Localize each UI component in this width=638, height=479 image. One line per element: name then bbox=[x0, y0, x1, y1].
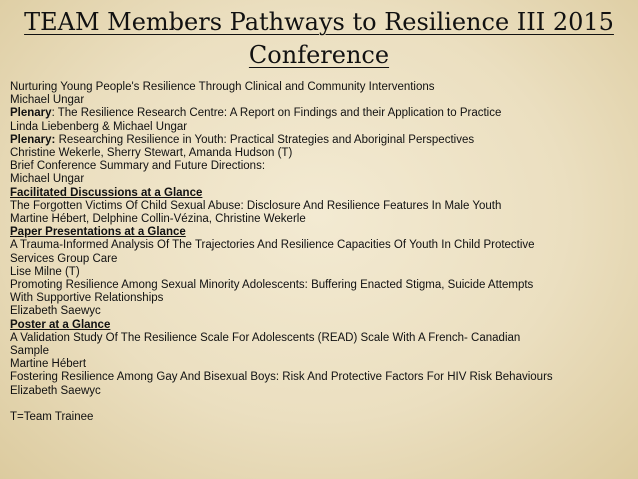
session-title-continued: With Supportive Relationships bbox=[10, 292, 164, 305]
presenter: Christine Wekerle, Sherry Stewart, Amanda Hudson (T) bbox=[10, 147, 293, 160]
plenary-session bbox=[10, 107, 630, 120]
section-heading-facilitated-discussions: Facilitated Discussions at a Glance bbox=[10, 186, 203, 199]
slide-title-line-2: Conference bbox=[248, 41, 390, 69]
section-heading-poster: Poster at a Glance bbox=[10, 318, 111, 331]
plenary-label: Plenary: bbox=[10, 133, 56, 146]
presenter: Martine Hébert, Delphine Collin-Vézina, Christine Wekerle bbox=[10, 213, 306, 226]
presenter: Elizabeth Saewyc bbox=[10, 305, 101, 318]
presenter: Linda Liebenberg & Michael Ungar bbox=[10, 120, 188, 133]
presenter: Martine Hébert bbox=[10, 358, 87, 371]
slide-title-line-1: TEAM Members Pathways to Resilience III 2015 bbox=[24, 8, 614, 36]
section-heading-paper-presentations: Paper Presentations at a Glance bbox=[10, 226, 186, 239]
session-title: Promoting Resilience Among Sexual Minority Adolescents: Buffering Enacted Stigma, Suicide Attempts bbox=[10, 279, 534, 292]
session-title: A Trauma-Informed Analysis Of The Trajectories And Resilience Capacities Of Youth In Child Protective bbox=[10, 239, 535, 252]
session-title: The Forgotten Victims Of Child Sexual Abuse: Disclosure And Resilience Features In Male Youth bbox=[10, 199, 502, 212]
session-title: Nurturing Young People's Resilience Through Clinical and Community Interventions bbox=[10, 81, 435, 93]
plenary-label: Plenary bbox=[10, 107, 52, 120]
session-title: Brief Conference Summary and Future Directions: bbox=[10, 160, 266, 173]
presenter: Elizabeth Saewyc bbox=[10, 384, 101, 397]
presenter: Michael Ungar bbox=[10, 94, 85, 107]
slide-title bbox=[0, 6, 638, 72]
session-title-continued: Services Group Care bbox=[10, 252, 118, 265]
plenary-title: : The Resilience Research Centre: A Report on Findings and their Application to Practice bbox=[51, 107, 502, 120]
spacer bbox=[10, 398, 630, 411]
footnote: T=Team Trainee bbox=[10, 411, 94, 424]
plenary-title: Researching Resilience in Youth: Practical Strategies and Aboriginal Perspectives bbox=[55, 133, 475, 146]
slide-body bbox=[10, 81, 630, 424]
session-title: A Validation Study Of The Resilience Scale For Adolescents (READ) Scale With A French- Canadian bbox=[10, 331, 521, 344]
presenter: Michael Ungar bbox=[10, 173, 85, 186]
session-title: Fostering Resilience Among Gay And Bisexual Boys: Risk And Protective Factors For HIV Risk Behaviours bbox=[10, 371, 553, 384]
session-title-continued: Sample bbox=[10, 345, 49, 358]
plenary-session bbox=[10, 134, 630, 147]
presenter: Lise Milne (T) bbox=[10, 265, 80, 278]
